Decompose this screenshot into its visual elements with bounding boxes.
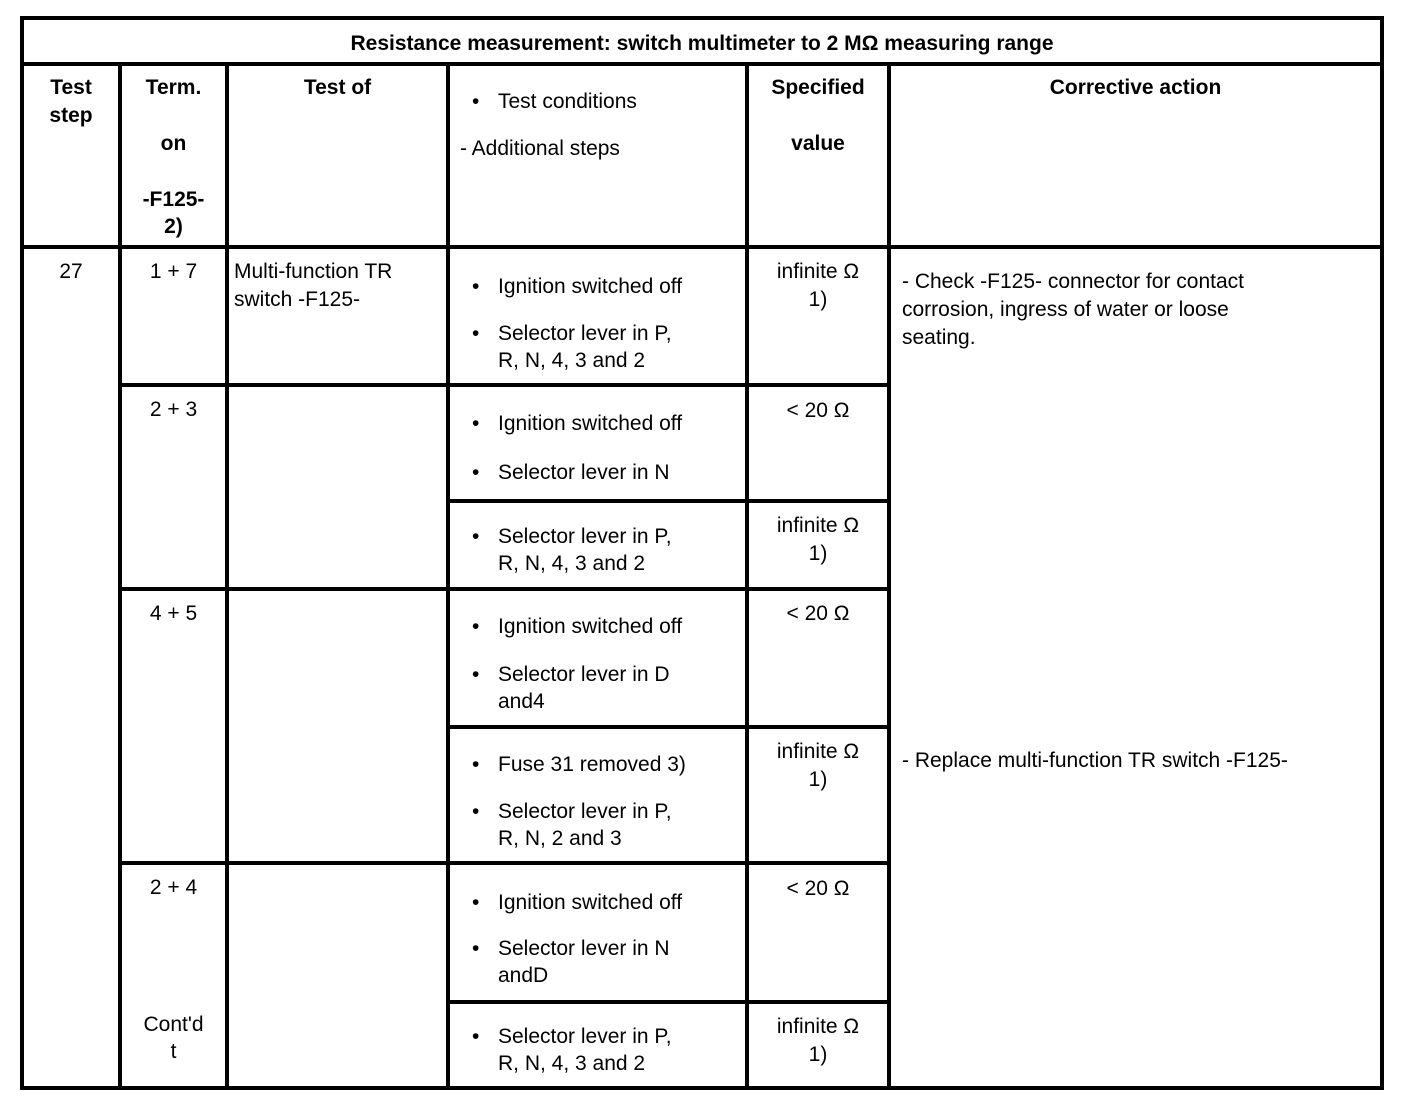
condition-text: Ignition switched off — [498, 275, 683, 298]
value-5-line2: 1) — [808, 768, 828, 791]
value-2: < 20 Ω — [786, 399, 850, 422]
bullet-icon: • — [472, 800, 480, 823]
rule-term-1 — [120, 383, 890, 387]
header-additional-steps: - Additional steps — [460, 137, 620, 160]
rule-term-3 — [120, 861, 890, 865]
value-5-line1: infinite Ω — [776, 740, 860, 763]
header-term-line2: on — [160, 132, 187, 155]
condition-6-b-cont: andD — [498, 964, 549, 987]
condition-7-a-cont: R, N, 4, 3 and 2 — [498, 1052, 646, 1075]
condition-text: Ignition switched off — [498, 615, 683, 638]
term-3: 4 + 5 — [149, 602, 198, 625]
rule-cond-2 — [448, 499, 890, 503]
header-specified-line2: value — [791, 132, 845, 155]
contd-line2: t — [170, 1040, 177, 1063]
bullet-icon: • — [472, 461, 480, 484]
border-right — [1380, 16, 1384, 1090]
corrective-check-line1: - Check -F125- connector for contact — [902, 270, 1244, 293]
value-7-line1: infinite Ω — [776, 1015, 860, 1038]
value-4: < 20 Ω — [786, 602, 850, 625]
condition-5-b-cont: R, N, 2 and 3 — [498, 827, 622, 850]
bullet-icon: • — [472, 1025, 480, 1048]
term-4: 2 + 4 — [149, 876, 198, 899]
value-1-line1: infinite Ω — [776, 260, 860, 283]
condition-text: Selector lever in P, — [498, 1025, 672, 1048]
bullet-icon: • — [472, 937, 480, 960]
test-of-line1: Multi-function TR — [234, 260, 393, 283]
border-left — [20, 16, 24, 1090]
rule-cond-4 — [448, 725, 890, 729]
condition-1-b-cont: R, N, 4, 3 and 2 — [498, 349, 646, 372]
bullet-icon: • — [472, 412, 480, 435]
value-1-line2: 1) — [808, 288, 828, 311]
bullet-icon: • — [472, 90, 480, 113]
bullet-icon: • — [472, 753, 480, 776]
condition-text: Selector lever in P, — [498, 800, 672, 823]
col-sep-3 — [446, 62, 450, 1090]
condition-text: Selector lever in N — [498, 461, 670, 484]
bullet-icon: • — [472, 525, 480, 548]
condition-text: Selector lever in P, — [498, 322, 672, 345]
condition-text: Selector lever in P, — [498, 525, 672, 548]
test-of-line2: switch -F125- — [234, 288, 361, 311]
condition-text: Selector lever in D — [498, 663, 670, 686]
bullet-icon: • — [472, 615, 480, 638]
term-1: 1 + 7 — [149, 260, 198, 283]
condition-3-a-cont: R, N, 4, 3 and 2 — [498, 552, 646, 575]
corrective-check-line2: corrosion, ingress of water or loose — [902, 298, 1229, 321]
header-test-step-line1: Test — [50, 76, 92, 99]
bullet-icon: • — [472, 275, 480, 298]
col-sep-5 — [887, 62, 891, 1090]
condition-text: Ignition switched off — [498, 891, 683, 914]
value-3-line1: infinite Ω — [776, 514, 860, 537]
bullet-icon: • — [472, 322, 480, 345]
header-term-line1: Term. — [145, 76, 202, 99]
header-test-conditions: Test conditions — [498, 90, 637, 113]
corrective-check-line3: seating. — [902, 326, 976, 349]
header-corrective-action: Corrective action — [1049, 76, 1222, 99]
test-step-number: 27 — [59, 260, 83, 283]
value-7-line2: 1) — [808, 1043, 828, 1066]
condition-text: Fuse 31 removed 3) — [498, 753, 686, 776]
bullet-icon: • — [472, 891, 480, 914]
header-test-of: Test of — [303, 76, 372, 99]
header-specified-line1: Specified — [771, 76, 865, 99]
col-sep-4 — [745, 62, 749, 1090]
header-term-line3: -F125- — [142, 188, 205, 211]
term-2: 2 + 3 — [149, 398, 198, 421]
rule-cond-6 — [448, 1000, 890, 1004]
condition-text: Selector lever in N — [498, 937, 670, 960]
header-test-step-line2: step — [49, 104, 93, 127]
condition-text: Ignition switched off — [498, 412, 683, 435]
value-3-line2: 1) — [808, 542, 828, 565]
condition-4-b-cont: and4 — [498, 690, 545, 713]
value-6: < 20 Ω — [786, 877, 850, 900]
table-title: Resistance measurement: switch multimeter to 2 MΩ measuring range — [350, 32, 1054, 55]
bullet-icon: • — [472, 663, 480, 686]
header-term-line4: 2) — [164, 215, 183, 238]
border-top — [20, 16, 1384, 20]
corrective-replace: - Replace multi-function TR switch -F125- — [902, 749, 1288, 772]
contd-line1: Cont'd — [143, 1013, 204, 1036]
col-sep-2 — [225, 62, 229, 1090]
rule-term-2 — [120, 587, 890, 591]
